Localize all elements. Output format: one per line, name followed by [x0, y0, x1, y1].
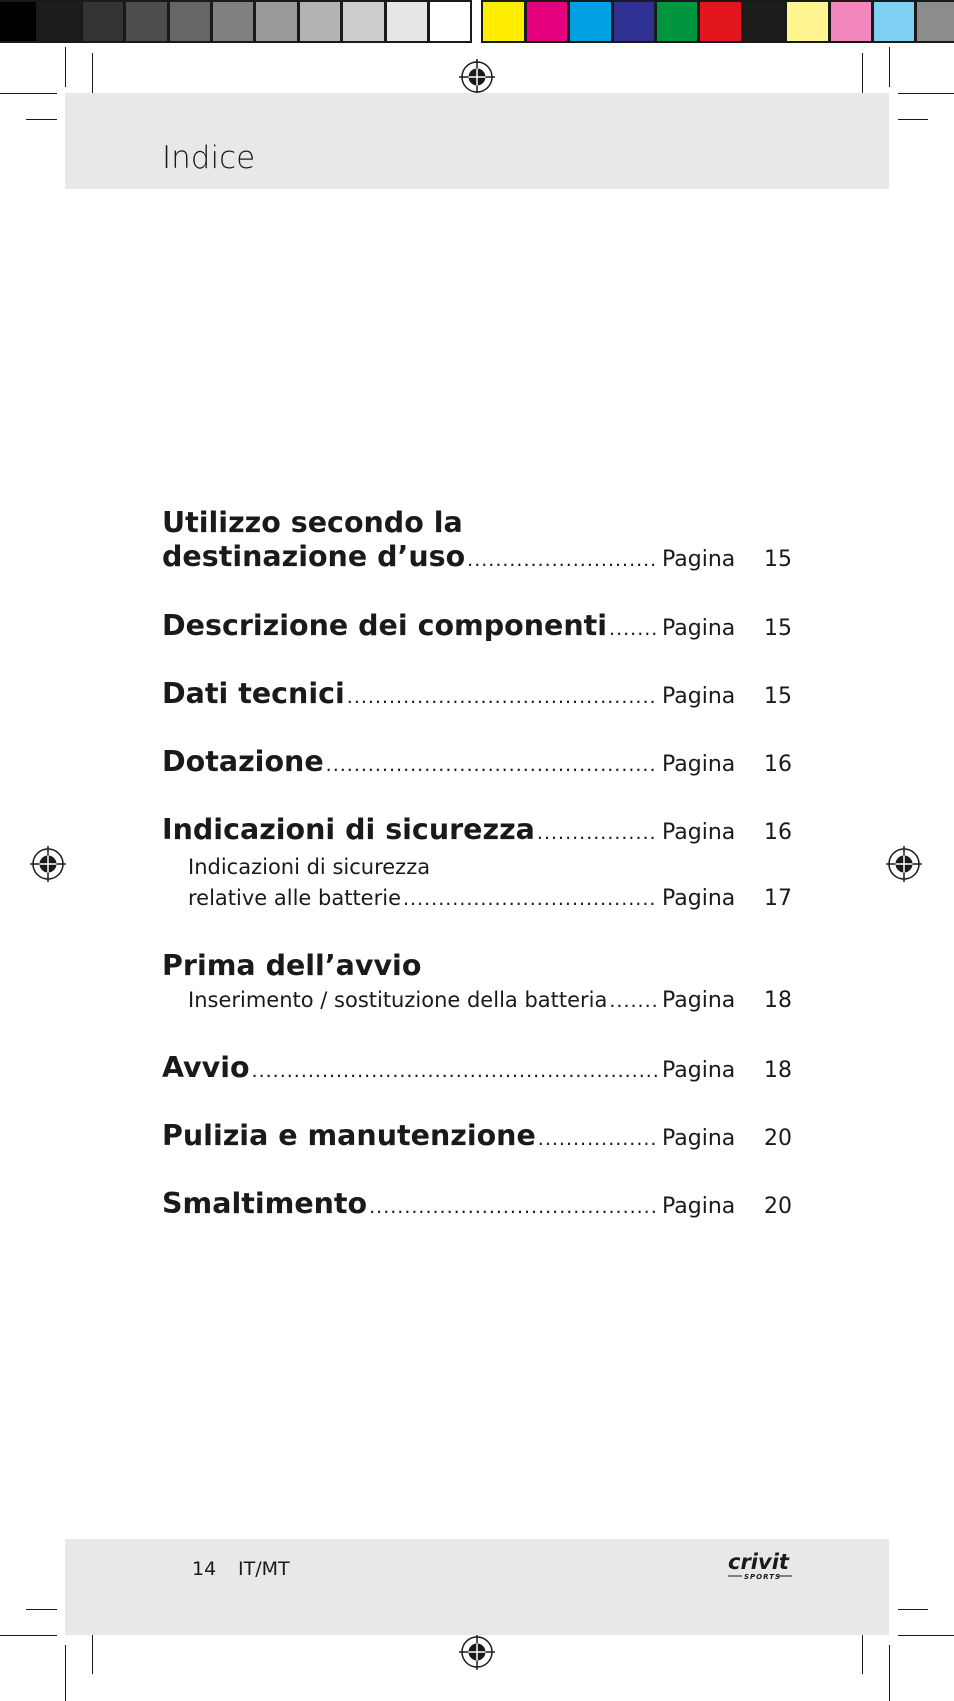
crop-mark	[0, 93, 57, 94]
toc-entry-title: destinazione d’uso	[162, 540, 466, 573]
registration-mark-icon	[459, 1634, 495, 1670]
color-swatch	[298, 0, 342, 43]
color-swatch	[481, 0, 525, 43]
color-swatch	[525, 0, 569, 43]
crop-mark	[26, 119, 57, 120]
crop-mark	[26, 1609, 57, 1610]
color-calibration-bar	[0, 0, 954, 46]
toc-subentry-title: Inserimento / sostituzione della batteria	[188, 988, 608, 1012]
toc-page-number: 15	[764, 547, 792, 572]
toc-entry[interactable]	[162, 949, 792, 982]
toc-page-number: 18	[764, 1058, 792, 1083]
toc-entry[interactable]	[162, 1051, 792, 1084]
toc-subentry-title: relative alle batterie	[188, 886, 401, 910]
toc-entry[interactable]	[162, 609, 792, 642]
crop-mark	[65, 1645, 66, 1701]
toc-entry[interactable]	[162, 677, 792, 710]
toc-entry[interactable]	[162, 540, 792, 573]
color-swatch	[168, 0, 212, 43]
toc-subentry[interactable]	[162, 886, 792, 911]
toc-leader-dots	[403, 888, 658, 910]
toc-entry[interactable]	[162, 745, 792, 778]
color-swatch	[742, 0, 786, 43]
page-title: Indice	[162, 140, 256, 176]
toc-page-label: Pagina	[662, 1058, 736, 1083]
toc-entry-title: Descrizione dei componenti	[162, 609, 608, 642]
toc-page-label: Pagina	[662, 1194, 736, 1219]
color-swatch	[211, 0, 255, 43]
toc-entry-title: Pulizia e manutenzione	[162, 1119, 536, 1152]
crop-mark	[898, 119, 928, 120]
toc-page-label: Pagina	[662, 684, 736, 709]
toc-page-number: 17	[764, 886, 792, 911]
toc-page-number: 20	[764, 1126, 792, 1151]
toc-page-label: Pagina	[662, 820, 736, 845]
toc-page-label: Pagina	[662, 616, 736, 641]
crivit-sports-logo	[726, 1547, 796, 1587]
toc-page-number: 15	[764, 684, 792, 709]
logo-wordmark: crivit	[728, 1550, 789, 1574]
color-swatch	[37, 0, 81, 43]
toc-subentry[interactable]	[162, 988, 792, 1013]
crop-mark	[898, 1609, 928, 1610]
registration-mark-icon	[886, 846, 922, 882]
color-swatch	[385, 0, 429, 43]
registration-mark-icon	[459, 59, 495, 95]
crop-mark	[889, 1645, 890, 1701]
footer-locale: IT/MT	[238, 1558, 290, 1580]
logo-subtext: SPORTS	[744, 1573, 782, 1581]
toc-entry-title: Dotazione	[162, 745, 324, 778]
toc-entry[interactable]	[162, 1187, 792, 1220]
toc-page-number: 20	[764, 1194, 792, 1219]
toc-leader-dots	[538, 1128, 658, 1150]
toc-leader-dots	[537, 822, 658, 844]
toc-leader-dots	[252, 1060, 658, 1082]
toc-entry-title: Dati tecnici	[162, 677, 345, 710]
color-swatch	[655, 0, 699, 43]
crop-mark	[898, 1635, 954, 1636]
toc-entry[interactable]	[162, 1119, 792, 1152]
color-swatch	[124, 0, 168, 43]
crop-mark	[898, 93, 954, 94]
toc-page-number: 16	[764, 820, 792, 845]
toc-leader-dots	[609, 618, 658, 640]
toc-page-label: Pagina	[662, 752, 736, 777]
crop-mark	[0, 1635, 57, 1636]
toc-entry-title: Smaltimento	[162, 1187, 368, 1220]
toc-entry[interactable]	[162, 813, 792, 846]
toc-entry-title: Indicazioni di sicurezza	[162, 813, 535, 846]
toc-page-label: Pagina	[662, 886, 736, 911]
color-swatch	[254, 0, 298, 43]
footer-page-number: 14	[192, 1558, 217, 1580]
color-swatch	[785, 0, 829, 43]
toc-entry-title-line	[162, 506, 792, 539]
color-swatch	[872, 0, 916, 43]
toc-page-label: Pagina	[662, 1126, 736, 1151]
crop-mark	[889, 47, 890, 87]
toc-subentry-title-line	[162, 855, 792, 879]
toc-entry-title: Prima dell’avvio	[162, 949, 422, 982]
color-swatch	[829, 0, 873, 43]
color-swatch	[341, 0, 385, 43]
toc-leader-dots	[609, 990, 658, 1012]
toc-entry-title: Avvio	[162, 1051, 250, 1084]
color-swatch	[612, 0, 656, 43]
toc-leader-dots	[326, 754, 658, 776]
crop-mark	[65, 47, 66, 87]
toc-page-number: 15	[764, 616, 792, 641]
color-swatch	[915, 0, 954, 43]
color-swatch	[81, 0, 125, 43]
toc-subentry-title: Indicazioni di sicurezza	[188, 855, 431, 879]
color-swatch	[568, 0, 612, 43]
toc-entry-title: Utilizzo secondo la	[162, 506, 463, 539]
toc-leader-dots	[467, 549, 658, 571]
toc-leader-dots	[369, 1196, 658, 1218]
color-swatch	[0, 0, 38, 43]
color-swatch	[698, 0, 742, 43]
toc-page-number: 16	[764, 752, 792, 777]
toc-page-label: Pagina	[662, 988, 736, 1013]
toc-page-label: Pagina	[662, 547, 736, 572]
color-swatch	[428, 0, 472, 43]
toc-leader-dots	[347, 686, 658, 708]
toc-page-number: 18	[764, 988, 792, 1013]
registration-mark-icon	[30, 846, 66, 882]
